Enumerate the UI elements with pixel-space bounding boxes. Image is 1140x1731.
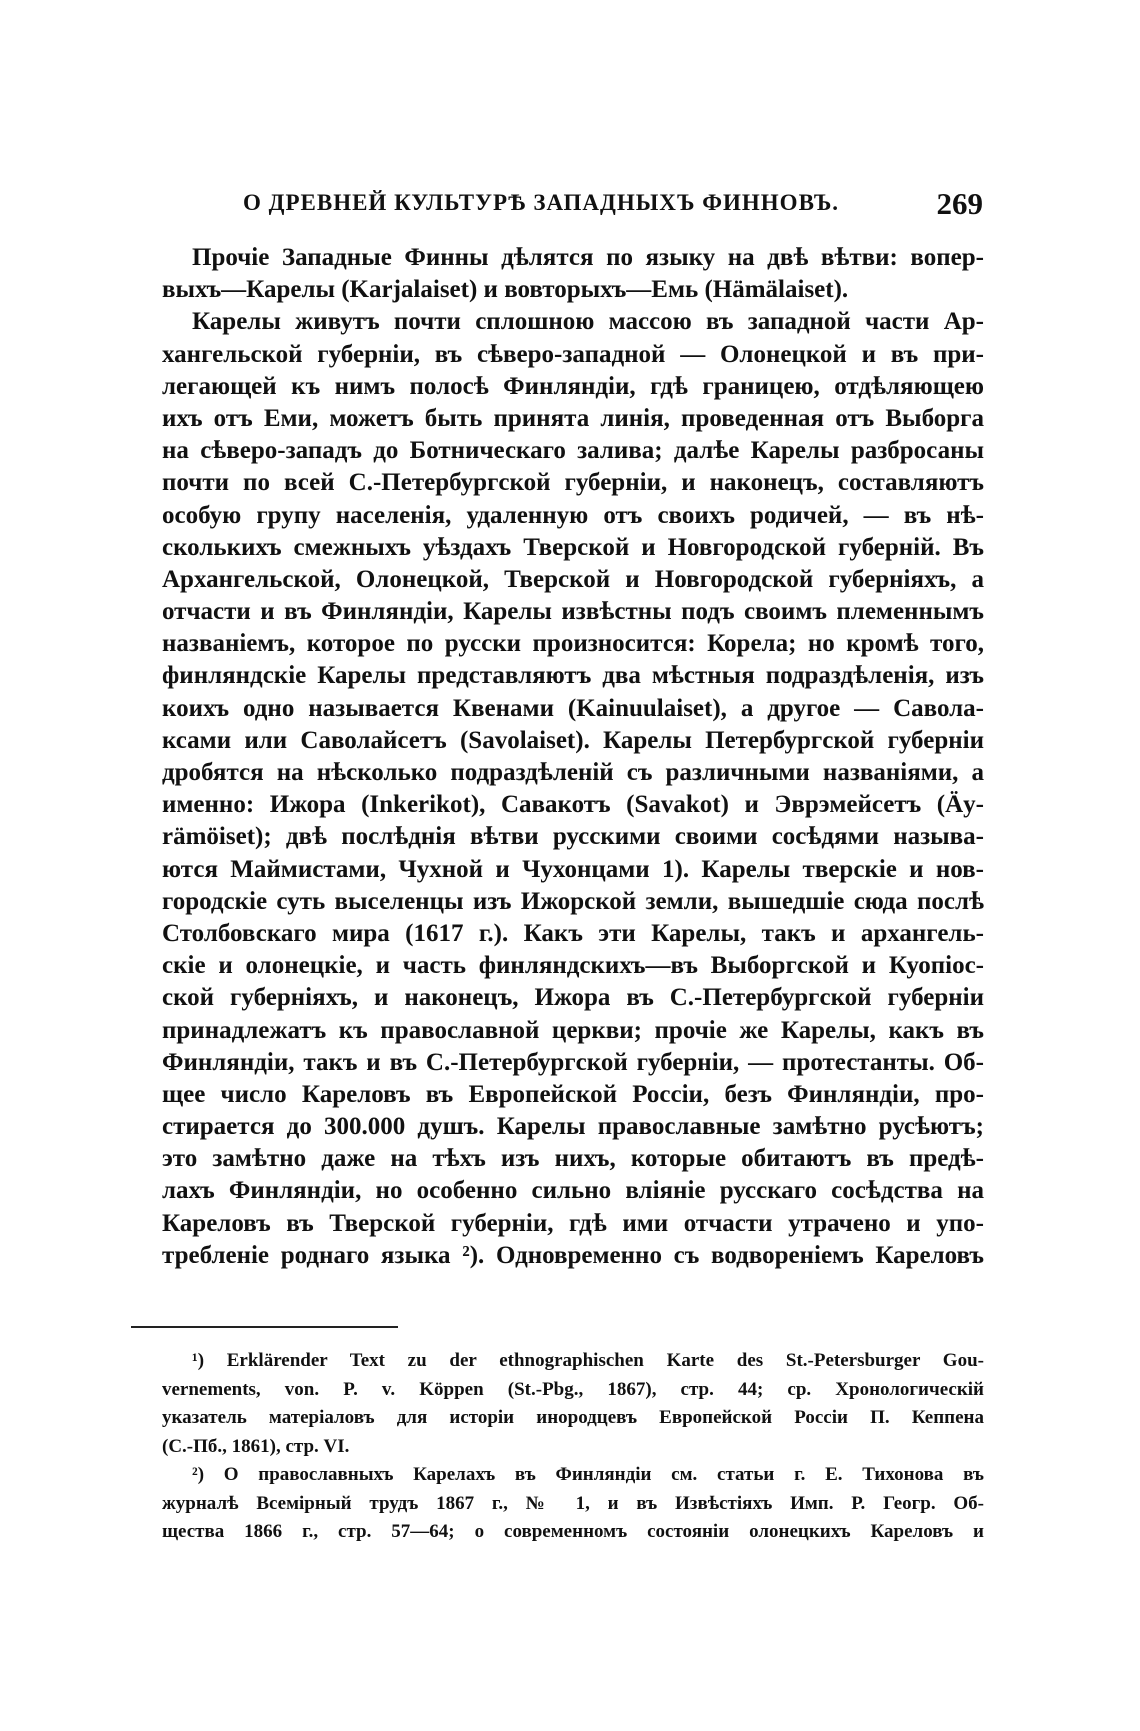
- footnote-line: [162, 1518, 984, 1547]
- footnotes: [162, 1347, 984, 1547]
- footnote: [162, 1347, 984, 1461]
- footnote-line: [162, 1433, 984, 1462]
- footnote-marker: ²): [192, 1464, 224, 1485]
- footnote-line: [162, 1461, 984, 1490]
- footnote-line: [162, 1404, 984, 1433]
- footnote-text: щества 1866 г., стр. 57—64; о современномъ состояніи олонецкихъ Кареловъ и: [162, 1521, 984, 1542]
- body-line: скіе и олонецкіе, и часть финляндскихъ—въ Выборгской и Куопіос-: [162, 952, 984, 980]
- page-number: 269: [936, 186, 983, 221]
- body-line: отчасти и въ Финляндіи, Карелы извѣстны подъ своимъ племеннымъ: [162, 598, 984, 626]
- body-line: городскіе суть выселенцы изъ Ижорской земли, вышедшіе сюда послѣ: [162, 887, 984, 915]
- body-line: особую групу населенія, удаленную отъ своихъ родичей, — въ нѣ-: [162, 501, 984, 529]
- footnote: [162, 1461, 984, 1547]
- footnote-text: указатель матеріаловъ для исторіи инородцевъ Европейской Россіи П. Кеппена: [162, 1407, 984, 1428]
- body-line: названіемъ, которое по русски произносится: Корела; но кромѣ того,: [162, 630, 984, 658]
- body-line: Прочіе Западные Финны дѣлятся по языку на двѣ вѣтви: вопер-: [192, 244, 984, 271]
- body-line: ксами или Саволайсетъ (Savolaiset). Карелы Петербургской губерніи: [162, 726, 984, 754]
- body-line: принадлежатъ къ православной церкви; прочіе же Карелы, какъ въ: [162, 1016, 984, 1044]
- footnote-text: О православныхъ Карелахъ въ Финляндіи см. статьи г. Е. Тихонова въ: [223, 1464, 984, 1485]
- footnote-text: (С.-Пб., 1861), стр. VI.: [162, 1435, 350, 1457]
- body-line: Карелы живутъ почти сплошною массою въ западной части Ар-: [192, 308, 984, 336]
- body-line: ихъ отъ Еми, можетъ быть принята линія, проведенная отъ Выборга: [162, 404, 984, 432]
- body-line: дробятся на нѣсколько подраздѣленій съ различными названіями, а: [162, 759, 984, 786]
- body-line: Столбовскаго мира (1617 г.). Какъ эти Карелы, такъ и архангель-: [162, 919, 984, 947]
- body-line: rämöiset); двѣ послѣднія вѣтви русскими своими сосѣдями называ-: [162, 823, 984, 851]
- footnote-line: [162, 1490, 984, 1519]
- body-line: коихъ одно называется Квенами (Kainuulaiset), а другое — Савола-: [162, 694, 984, 722]
- body-line: лахъ Финляндіи, но особенно сильно вліяніе русскаго сосѣдства на: [162, 1177, 984, 1205]
- body-line: Кареловъ въ Тверской губерніи, гдѣ ими отчасти утрачено и упо-: [162, 1209, 984, 1237]
- body-line: ются Маймистами, Чухной и Чухонцами 1). Карелы тверскіе и нов-: [162, 855, 984, 883]
- body-line: щее число Кареловъ въ Европейской Россіи, безъ Финляндіи, про-: [162, 1080, 984, 1108]
- body-line: сколькихъ смежныхъ уѣздахъ Тверской и Новгородской губерній. Въ: [162, 533, 984, 561]
- body-line: именно: Ижора (Inkerikot), Савакотъ (Savakot) и Эврэмейсетъ (Äy-: [162, 791, 984, 819]
- body-line: стирается до 300.000 душъ. Карелы православные замѣтно русѣютъ;: [162, 1113, 984, 1141]
- body-line: финляндскіе Карелы представляютъ два мѣстныя подраздѣленія, изъ: [162, 662, 984, 690]
- body-line: почти по всей С.-Петербургской губерніи, и наконецъ, составляютъ: [162, 469, 984, 497]
- page-header: [243, 186, 983, 226]
- footnote-line: [162, 1376, 984, 1405]
- body-line: ской губерніяхъ, и наконецъ, Ижора въ С.-Петербургской губерніи: [162, 984, 984, 1012]
- footnote-text: Erklärender Text zu der ethnographischen Karte des St.-Petersburger Gou-: [226, 1350, 984, 1371]
- body-line: Финляндіи, такъ и въ С.-Петербургской губерніи, — протестанты. Об-: [162, 1048, 984, 1076]
- body-line: легающей къ нимъ полосѣ Финляндіи, гдѣ границею, отдѣляющею: [162, 372, 984, 400]
- footnote-text: журналѣ Всемірный трудъ 1867 г., № 1, и въ Извѣстіяхъ Имп. Р. Геогр. Об-: [162, 1492, 984, 1514]
- footnote-rule: [131, 1326, 398, 1328]
- body-text: [162, 242, 984, 1272]
- body-line: выхъ—Карелы (Karjalaiset) и вовторыхъ—Емь (Hämälaiset).: [162, 276, 849, 304]
- footnote-text: vernements, von. P. v. Köppen (St.-Pbg., 1867), стр. 44; ср. Хронологическій: [162, 1378, 984, 1400]
- footnote-line: [162, 1347, 984, 1376]
- body-line: на сѣверо-западъ до Ботническаго залива; далѣе Карелы разбросаны: [162, 437, 984, 465]
- body-line: хангельской губерніи, въ сѣверо-западной — Олонецкой и въ при-: [162, 340, 984, 368]
- body-line: требленіе роднаго языка ²). Одновременно съ водвореніемъ Кареловъ: [162, 1241, 984, 1269]
- footnote-marker: ¹): [192, 1350, 227, 1371]
- body-line: это замѣтно даже на тѣхъ изъ нихъ, которые обитаютъ въ предѣ-: [162, 1145, 984, 1173]
- body-line: Архангельской, Олонецкой, Тверской и Новгородской губерніяхъ, а: [162, 565, 984, 593]
- running-title: О ДРЕВНЕЙ КУЛЬТУРѢ ЗАПАДНЫХЪ ФИННОВЪ.: [243, 190, 840, 215]
